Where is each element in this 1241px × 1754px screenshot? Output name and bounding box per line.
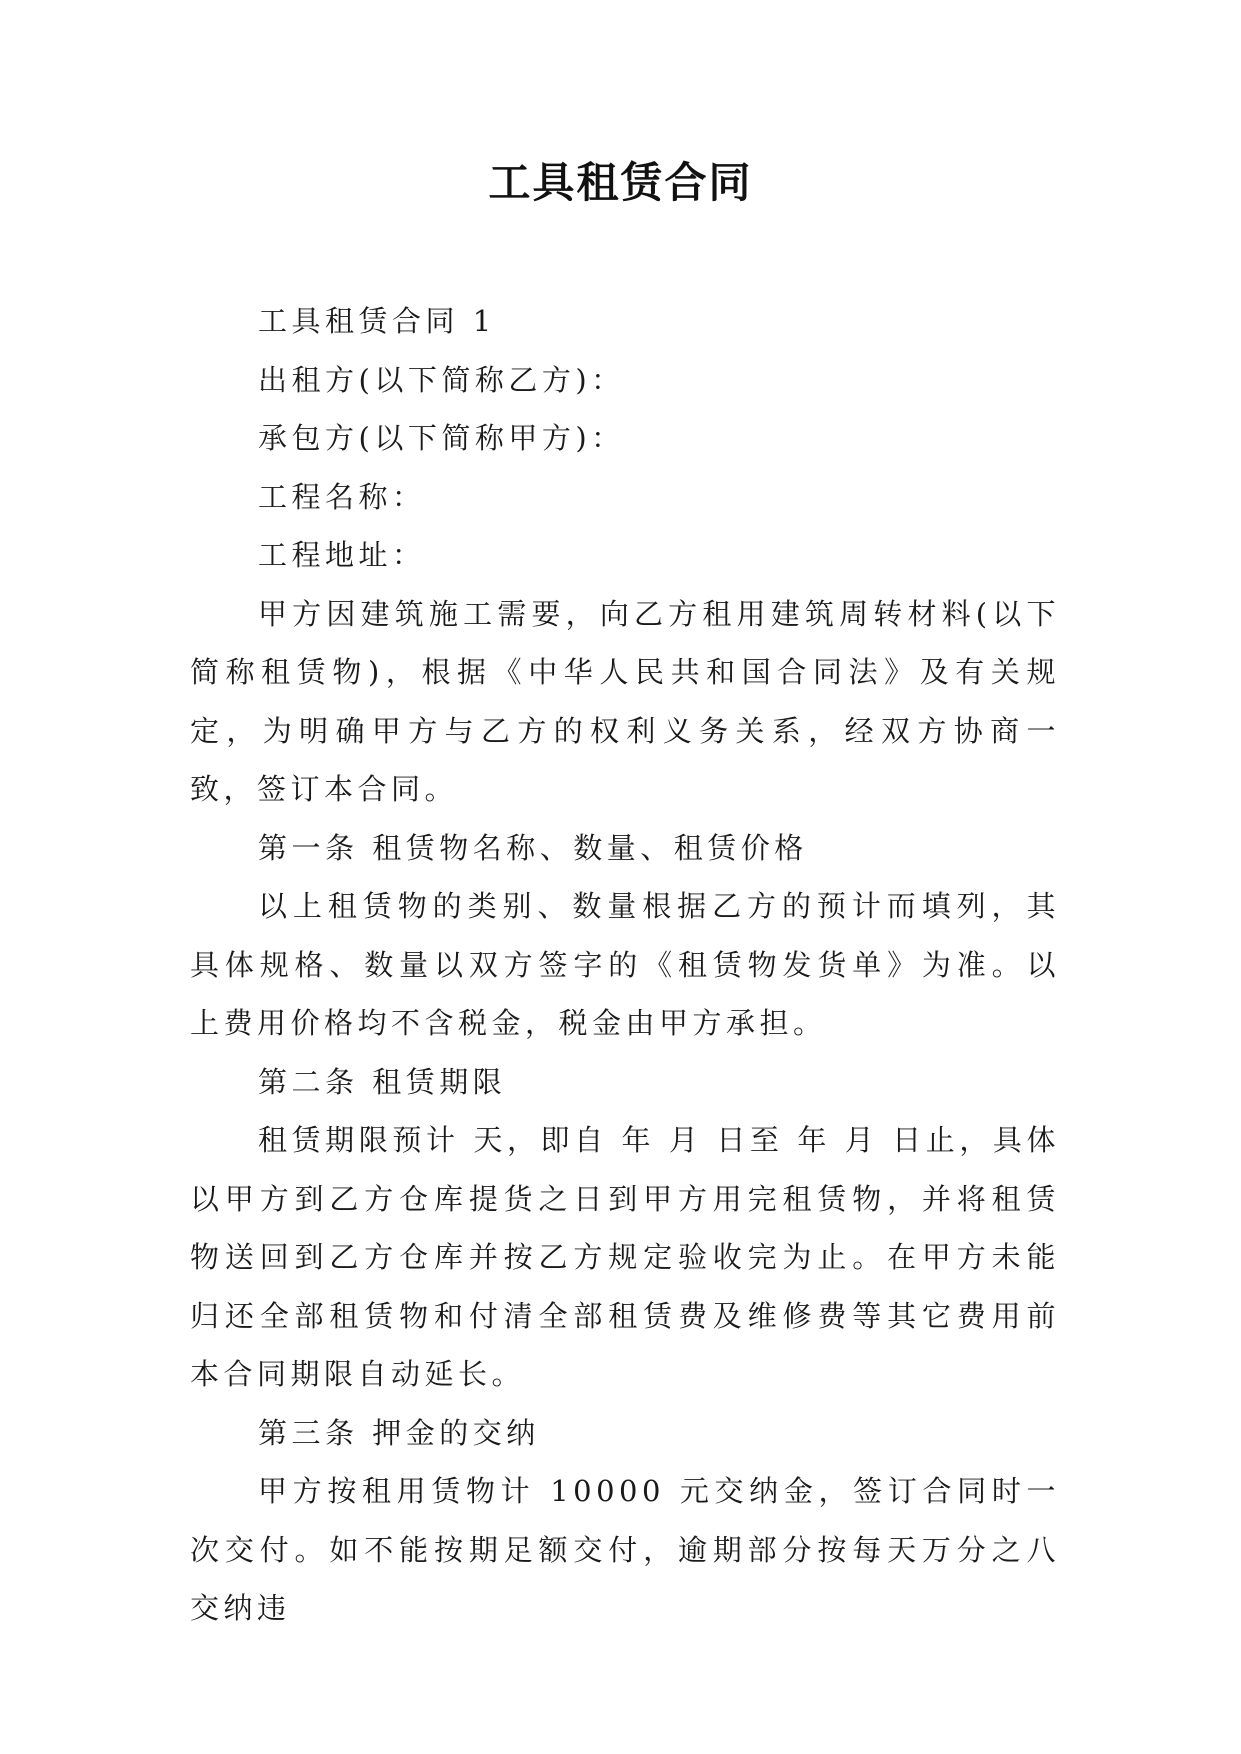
article-1-heading: 第一条 租赁物名称、数量、租赁价格 xyxy=(258,830,808,865)
document-body xyxy=(190,292,1060,1638)
article-3-heading: 第三条 押金的交纳 xyxy=(258,1415,540,1450)
article-1-paragraph: 以上租赁物的类别、数量根据乙方的预计而填列，其具体规格、数量以双方签字的《租赁物发货单》为准。以上费用价格均不含税金，税金由甲方承担。 xyxy=(190,889,1060,1040)
preamble-paragraph: 甲方因建筑施工需要，向乙方租用建筑周转材料(以下简称租赁物)，根据《中华人民共和国合同法》及有关规定，为明确甲方与乙方的权利义务关系，经双方协商一致，签订本合同。 xyxy=(190,596,1060,806)
contract-number-line: 工具租赁合同 1 xyxy=(258,304,496,338)
article-3-paragraph: 甲方按租用赁物计 10000 元交纳金，签订合同时一次交付。如不能按期足额交付，逾期部分按每天万分之八交纳违 xyxy=(190,1474,1060,1625)
document-title: 工具租赁合同 xyxy=(488,158,753,207)
article-2-heading: 第二条 租赁期限 xyxy=(258,1064,507,1099)
lessee-line: 承包方(以下简称甲方)： xyxy=(258,421,625,455)
project-address-line: 工程地址： xyxy=(258,538,426,572)
article-2-paragraph: 租赁期限预计 天，即自 年 月 日至 年 月 日止，具体以甲方到乙方仓库提货之日到甲方用完租赁物，并将租赁物送回到乙方仓库并按乙方规定验收完为止。在甲方未能归还全部租赁物和付清全部租赁费及维修费等其它费用前本合同期限自动延长。 xyxy=(190,1123,1060,1391)
lessor-line: 出租方(以下简称乙方)： xyxy=(258,362,625,397)
project-name-line: 工程名称： xyxy=(258,479,426,514)
